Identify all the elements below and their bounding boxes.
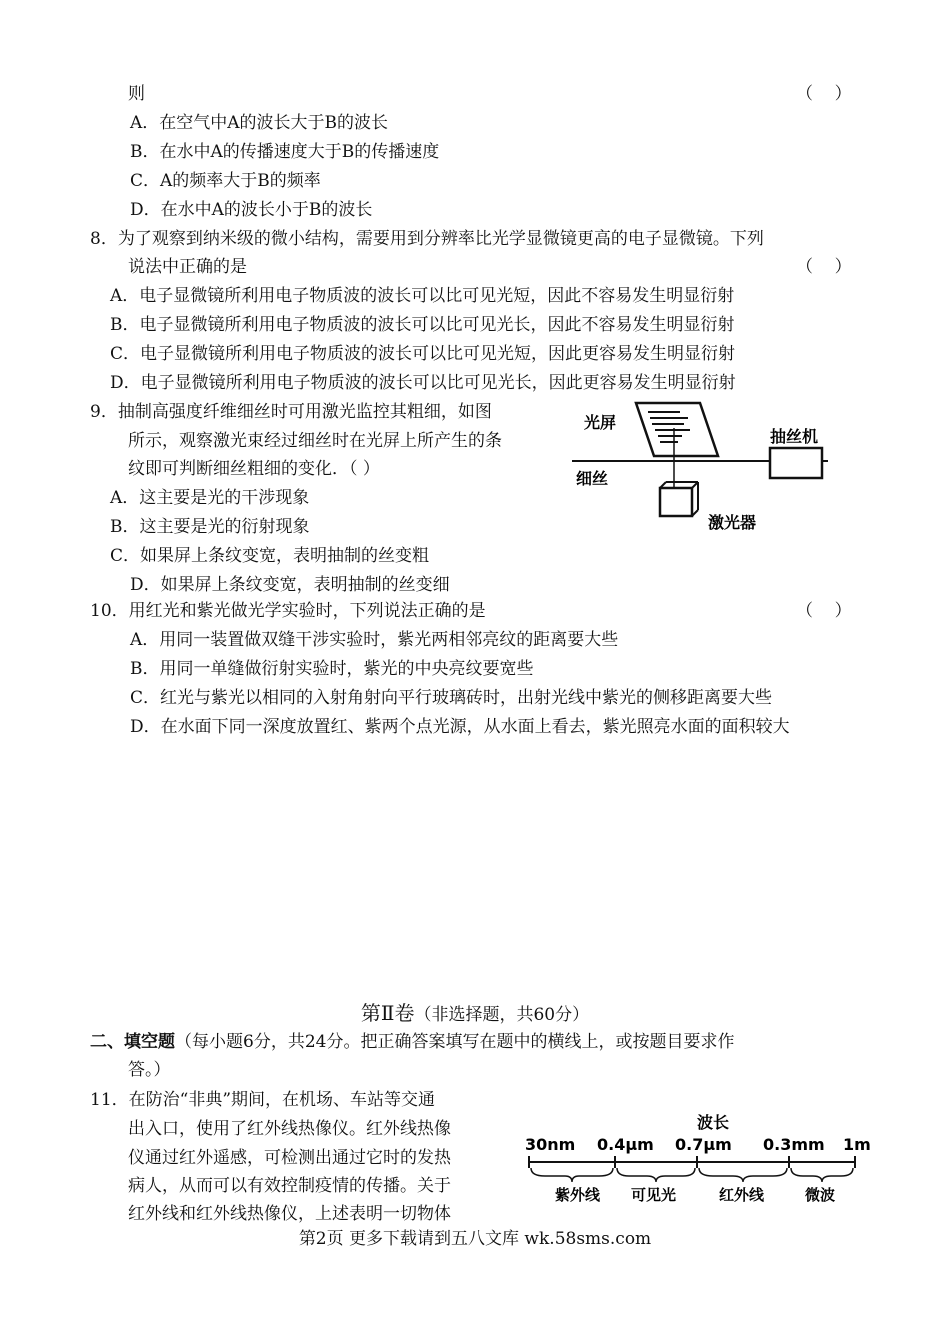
section2-subtitle: （非选择题，共60分） xyxy=(414,1005,590,1025)
q7-continuation: 则 xyxy=(128,84,145,104)
tick-label-0.4um: 0.4μm xyxy=(597,1135,654,1154)
tick-label-1m: 1m xyxy=(843,1135,871,1154)
section2-heading: 二、填空题 xyxy=(90,1032,175,1052)
q10-stem: 10．用红光和紫光做光学实验时，下列说法正确的是 xyxy=(90,601,486,621)
laser-wire-figure xyxy=(570,398,860,543)
q10-option-b: B．用同一单缝做衍射实验时，紫光的中央亮纹要宽些 xyxy=(130,659,534,679)
section2-header xyxy=(0,1002,950,1026)
band-braces xyxy=(531,1168,853,1182)
q9-stem-line1: 9．抽制高强度纤维细丝时可用激光监控其粗细，如图 xyxy=(90,402,492,422)
q9-stem-line2: 所示，观察激光束经过细丝时在光屏上所产生的条 xyxy=(128,431,502,451)
q10-option-a: A．用同一装置做双缝干涉实验时，紫光两相邻亮纹的距离要大些 xyxy=(130,630,619,650)
q7-option-c: C．A的频率大于B的频率 xyxy=(130,171,321,191)
section2-title: 第Ⅱ卷 xyxy=(360,1001,415,1025)
q9-option-b: B．这主要是光的衍射现象 xyxy=(110,517,310,537)
band-microwave: 微波 xyxy=(805,1186,836,1204)
tick-label-30nm: 30nm xyxy=(525,1135,576,1154)
q9-option-c: C．如果屏上条纹变宽，表明抽制的丝变粗 xyxy=(110,546,430,566)
laser-label: 激光器 xyxy=(708,513,757,532)
q9-option-d: D．如果屏上条纹变宽，表明抽制的丝变细 xyxy=(130,575,450,595)
q7-answer-paren: （ ） xyxy=(796,84,852,104)
spectrum-title: 波长 xyxy=(697,1113,730,1132)
section2-desc-line1: （每小题6分，共24分。把正确答案填写在题中的横线上，或按题目要求作 xyxy=(175,1032,735,1052)
q10-answer-paren: （ ） xyxy=(796,601,852,621)
q9-stem-line3: 纹即可判断细丝粗细的变化．（ ） xyxy=(128,459,380,479)
section2-desc-line2: 答。） xyxy=(128,1060,171,1080)
q7-option-b: B．在水中A的传播速度大于B的传播速度 xyxy=(130,142,440,162)
q10-option-d: D．在水面下同一深度放置红、紫两个点光源，从水面上看去，紫光照亮水面的面积较大 xyxy=(130,717,790,737)
band-infrared: 红外线 xyxy=(719,1186,765,1204)
q7-option-a: A．在空气中A的波长大于B的波长 xyxy=(130,113,389,133)
section2-instructions xyxy=(90,1031,734,1053)
q8-option-b: B．电子显微镜所利用电子物质波的波长可以比可见光长，因此不容易发生明显衍射 xyxy=(110,315,735,335)
q11-line5: 红外线和红外线热像仪，上述表明一切物体 xyxy=(128,1204,451,1224)
page-footer: 第2页 更多下载请到五八文库 wk.58sms.com xyxy=(298,1229,652,1249)
q8-answer-paren: （ ） xyxy=(796,257,852,277)
q8-stem-line2: 说法中正确的是 xyxy=(128,257,247,277)
q8-option-d: D．电子显微镜所利用电子物质波的波长可以比可见光长，因此更容易发生明显衍射 xyxy=(110,373,736,393)
q11-line3: 仪通过红外遥感，可检测出通过它时的发热 xyxy=(128,1148,451,1168)
q11-line4: 病人，从而可以有效控制疫情的传播。关于 xyxy=(128,1176,451,1196)
q9-option-a: A．这主要是光的干涉现象 xyxy=(110,488,310,508)
laser-box xyxy=(660,488,692,516)
screen-label: 光屏 xyxy=(584,413,617,432)
tick-label-0.3mm: 0.3mm xyxy=(763,1135,825,1154)
q11-line1: 11．在防治“非典”期间，在机场、车站等交通 xyxy=(90,1090,436,1110)
em-spectrum-figure xyxy=(515,1108,875,1208)
band-visible: 可见光 xyxy=(631,1186,677,1204)
q8-option-c: C．电子显微镜所利用电子物质波的波长可以比可见光短，因此更容易发生明显衍射 xyxy=(110,344,736,364)
q11-line2: 出入口，使用了红外线热像仪。红外线热像 xyxy=(128,1119,451,1139)
q8-stem-line1: 8．为了观察到纳米级的微小结构，需要用到分辨率比光学显微镜更高的电子显微镜。下列 xyxy=(90,229,764,249)
tick-label-0.7um: 0.7μm xyxy=(675,1135,732,1154)
spinning-machine-box xyxy=(770,448,822,478)
band-uv: 紫外线 xyxy=(555,1186,601,1204)
wire-label: 细丝 xyxy=(576,469,609,488)
q8-option-a: A．电子显微镜所利用电子物质波的波长可以比可见光短，因此不容易发生明显衍射 xyxy=(110,286,735,306)
q10-option-c: C．红光与紫光以相同的入射角射向平行玻璃砖时，出射光线中紫光的侧移距离要大些 xyxy=(130,688,773,708)
q7-option-d: D．在水中A的波长小于B的波长 xyxy=(130,200,373,220)
machine-label: 抽丝机 xyxy=(770,427,819,446)
